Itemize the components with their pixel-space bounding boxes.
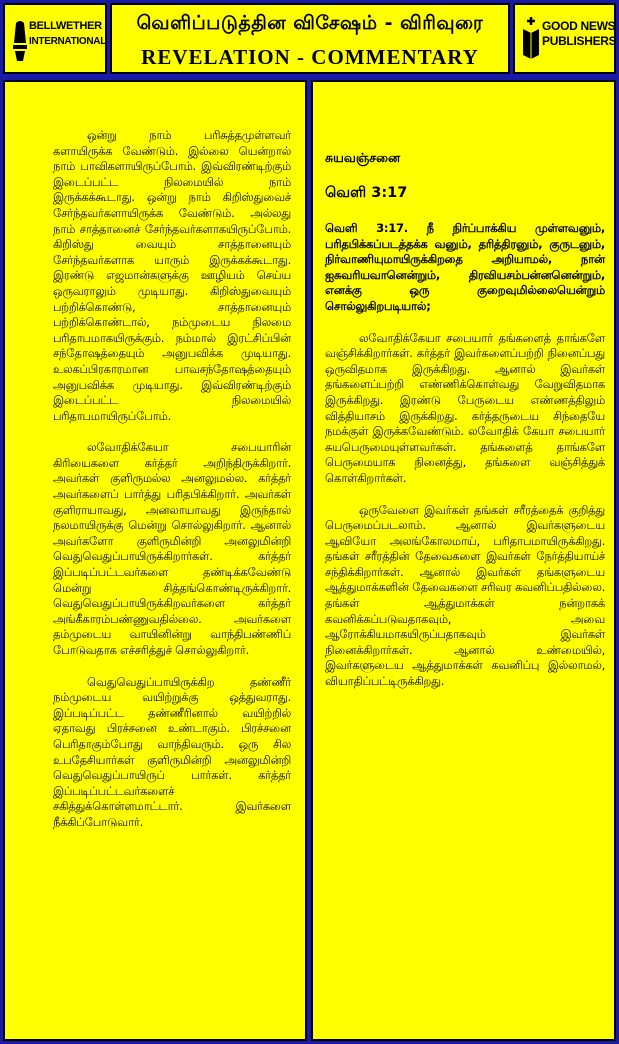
right-column-text bbox=[325, 150, 605, 690]
logo-left-line2: INTERNATIONAL bbox=[29, 36, 107, 47]
logo-right-line1: GOOD NEWS bbox=[542, 19, 616, 33]
verse-text: வெளி 3:17. நீ நிர்ப்பாக்கிய முள்ளவனும், பரிதபிக்கப்படத்தக்க வனும், தரித்திரனும், குருடனும், நிர்வாணியுமாயிருக்கிறதை அறியாமல், நான் ஐசுவரியவானென்றும், திரவியசம்பன்னனென்றும், எனக்கு ஒரு குறைவுமில்லையென்றும் சொல்லுகிறபடியால்; bbox=[325, 221, 605, 313]
logo-left-line1: BELLWETHER bbox=[29, 20, 102, 32]
title-tamil: வெளிப்படுத்தின விசேஷம் - விரிவுரை bbox=[136, 12, 484, 34]
left-paragraph-2: லவோதிக்கேயா சபையாரின் கிரியைகளை கர்த்தர் அறிந்திருக்கிறார். அவர்கள் குளிருமல்ல அனலுமல்ல. கர்த்தர் அவர்களைப் பார்த்து பரிதபிக்கிறார். அவர்கள் குளிராயாவது, அனலாயாவது இருந்தால் நலமாயிருக்கு மென்று சொல்லுகிறார். ஆனால் அவர்களோ குளிருமின்றி அனலுமின்றி வெதுவெதுப்பாயிருக்கிறார்கள். கர்த்தர் இப்படிப்பட்டவர்களை தண்டிக்கவேண்டு மென்று சித்தங்கொண்டிருக்கிறார். வெதுவெதுப்பாயிருக்கிறவர்களை கர்த்தர் அங்கீகாரம்பண்ணுவதில்லை. அவர்களை தம்முடைய வாயினின்று வாந்திபண்ணிப் போடுவதாக எச்சரித்துச் சொல்லுகிறார். bbox=[53, 440, 291, 657]
left-column-text bbox=[53, 128, 291, 831]
book-icon bbox=[521, 15, 541, 63]
left-paragraph-1: ஒன்று நாம் பரிசுத்தமுள்ளவர் களாயிருக்க வேண்டும். இல்லை யென்றால் நாம் பாவிகளாயிருப்போம். இவ்விரண்டிற்கும் இடைப்பட்ட நிலமையில் நாம் இருக்கக்கூடாது. ஒன்று நாம் கிறிஸ்துவைச் சேர்ந்தவர்களாயிருக்க வேண்டும். அல்லது நாம் சாத்தானைச் சேர்ந்தவர்களாகயிருப்போம். கிறிஸ்து வையும் சாத்தானையும் சேர்ந்தவர்களாக யாரும் இருக்கக்கூடாது. இரண்டு எஜமான்களுக்கு ஊழியம் செய்ய ஒருவராலும் முடியாது. கிறிஸ்துவையும் பற்றிக்கொண்டு, சாத்தானையும் பற்றிக்கொண்டால், நம்முடைய நிலமை பரிதாபமாகயிருக்கும். நம்மால் இரட்சிப்பின் சந்தோஷத்தையும் அனுபவிக்க முடியாது. உலகப்பிரகாரமான பாவசந்தோஷத்தையும் அனுபவிக்க முடியாது. இவ்விரண்டிற்கும் இடைப்பட்ட நிலமையில் பரிதாபமாயிருப்போம். bbox=[53, 128, 291, 423]
bellwether-logo bbox=[3, 3, 107, 74]
title-english: REVELATION - COMMENTARY bbox=[141, 45, 479, 69]
left-column bbox=[3, 80, 307, 1041]
verse-reference: வெளி 3:17 bbox=[325, 185, 408, 201]
right-paragraph-1: லவோதிக்கேயா சபையார் தங்களைத் தாங்களே வஞ்சிக்கிறார்கள். கர்த்தர் இவர்களைப்பற்றி நினைப்பது ஒருவிதமாக இருக்கிறது. ஆனால் இவர்கள் தங்களைப்பற்றி எண்ணிக்கொள்வது வேறுவிதமாக இருக்கிறது. இரண்டு பேருடைய எண்ணத்திலும் வித்தியாசம் இருக்கிறது. கர்த்தருடைய சிந்தையே நமக்குள் இருக்கவேண்டும். லவோதிக் கேயா சபையார் சுயபெருமையுள்ளவர்கள். தங்களைத் தாங்களே பெருமையாக நினைத்து, தங்களை வஞ்சித்துக் கொள்கிறார்கள். bbox=[325, 330, 605, 485]
right-paragraph-2: ஒருவேளை இவர்கள் தங்கள் சரீரத்தைக் குறித்து பெருமைப்படலாம். ஆனால் இவர்களுடைய ஆவியோ அலங்கோலமாய், பரிதாபமாயிருக்கிறது. தங்கள் சரீரத்தின் தேவைகளை இவர்கள் நேர்த்தியாய்ச் சந்திக்கிறார்கள். ஆனால் இவர்கள் தங்களுடைய ஆத்துமாக்களின் தேவைகளை சரிவர கவனிப்பதில்லை. தங்கள் ஆத்துமாக்கள் நன்றாகக் கவனிக்கப்படுவதாகவும், அவை ஆரோக்கியமாகயிருப்பதாகவும் இவர்கள் நினைக்கிறார்கள். ஆனால் உண்மையில், இவர்களுடைய ஆத்துமாக்கள் கவனிப்பு இல்லாமல், வியாதிப்பட்டிருக்கிறது. bbox=[325, 502, 605, 689]
section-subheading: சுயவஞ்சனை bbox=[325, 150, 401, 165]
left-paragraph-3: வெதுவெதுப்பாயிருக்கிற தண்ணீர் நம்முடைய வயிற்றுக்கு ஒத்துவராது. இப்படிப்பட்ட தண்ணீரினால் வயிற்றில் ஏதாவது பிரச்சனை உண்டாகும். பிரச்சனை பெரிதாகும்போது வாந்திவரும். ஒரு சில உபதேசியார்கள் குளிருமின்றி அனலுமின்றி வெதுவெதுப்பாயிருப் பார்கள். கர்த்தர் இப்படிப்பட்டவர்களைச் சகித்துக்கொள்ளமாட்டார். இவர்களை நீக்கிப்போடுவார். bbox=[53, 674, 291, 829]
bell-icon bbox=[11, 15, 29, 63]
title-panel bbox=[110, 3, 510, 74]
good-news-publishers-logo bbox=[513, 3, 616, 74]
logo-right-line2: PUBLISHERS bbox=[542, 34, 617, 48]
right-column bbox=[311, 80, 616, 1041]
